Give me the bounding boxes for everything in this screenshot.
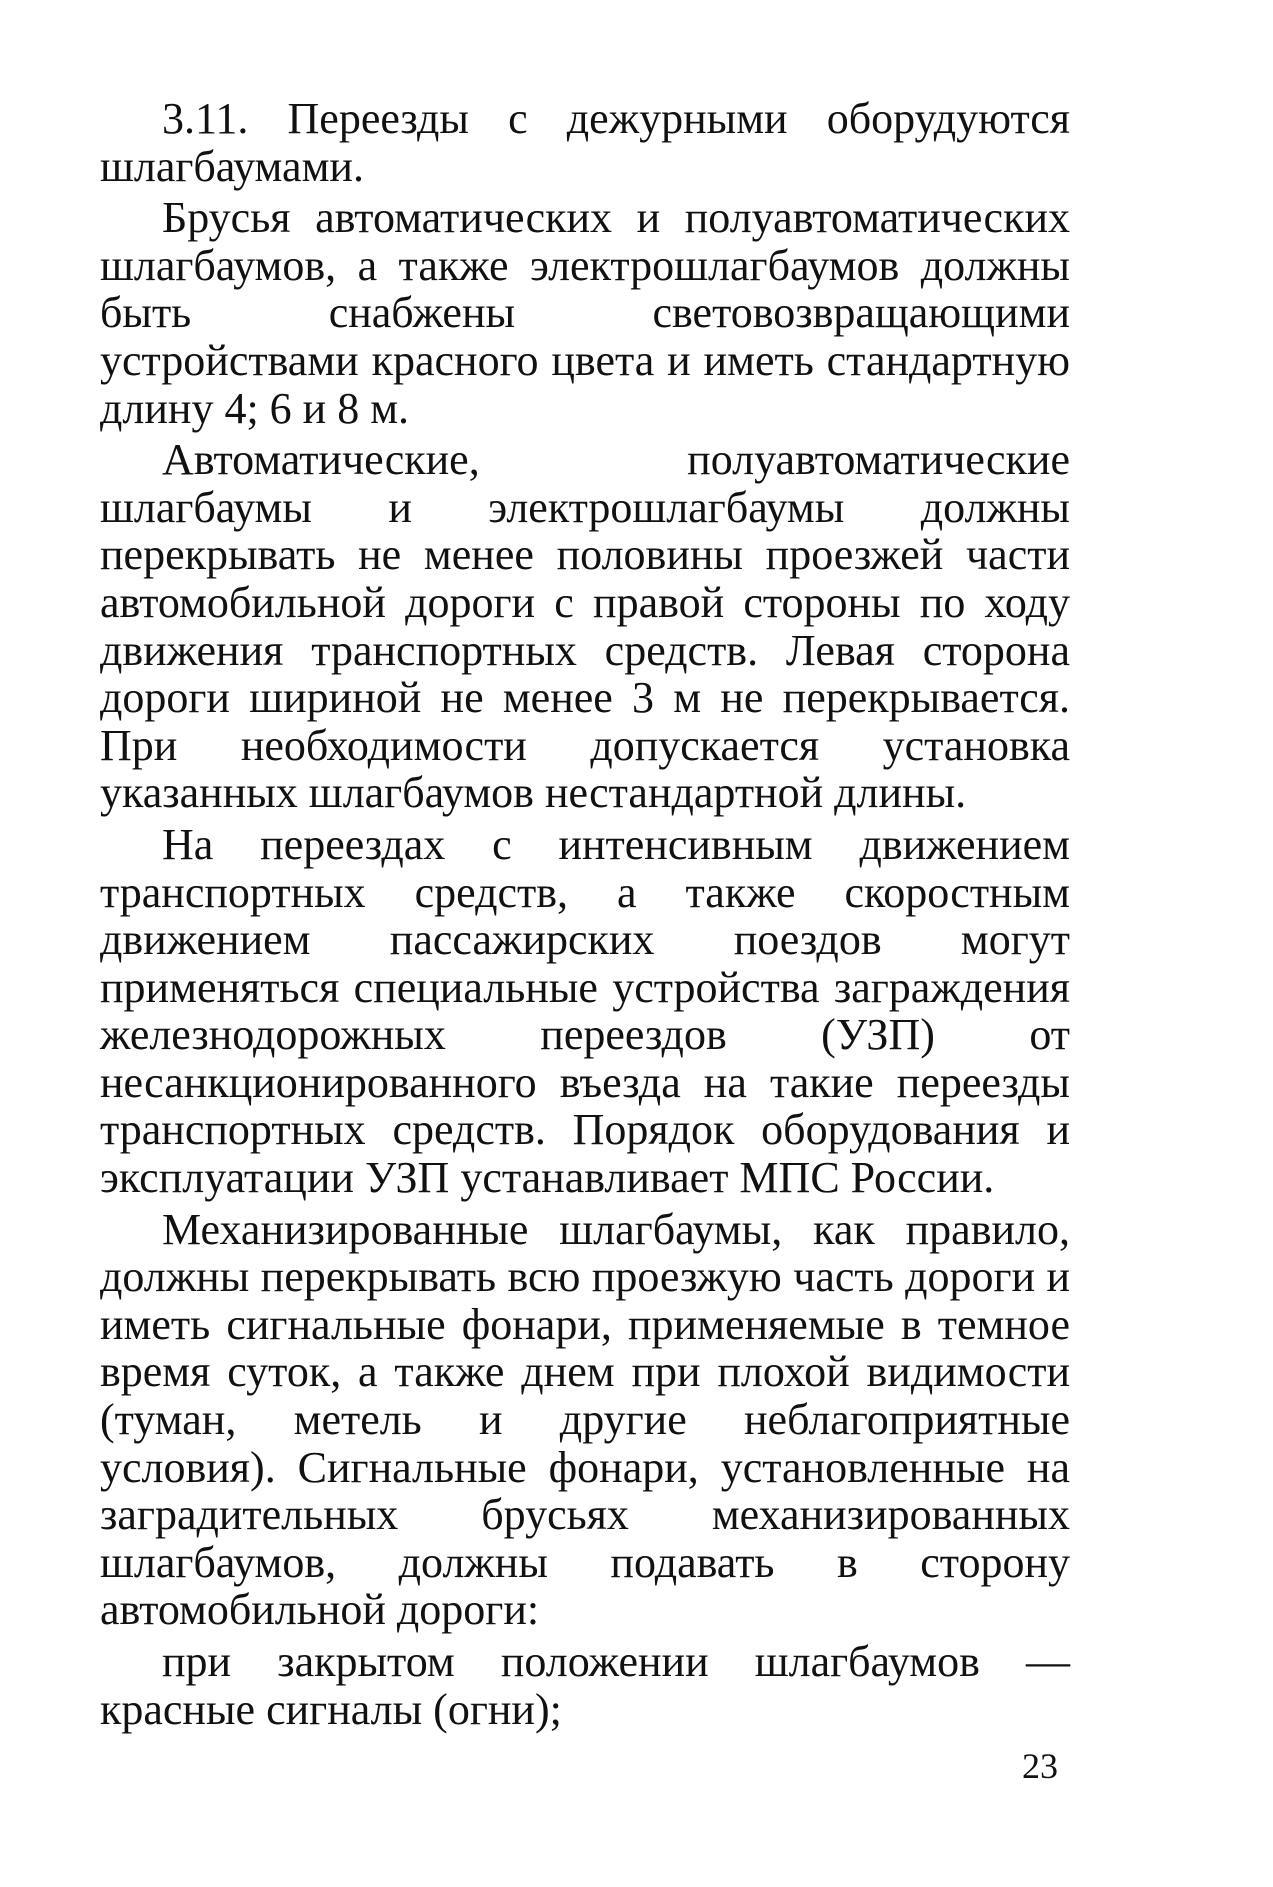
paragraph-beams-reflectors: Брусья автоматических и полуавтоматических шлагбаумов, а также электрошлагбаумов должны быть снабжены световозвращающими устройствами красного цвета и иметь стандартную длину 4; 6 и 8 м.: [100, 193, 1070, 433]
paragraph-3-11-heading: 3.11. Переезды с дежурными оборудуются шлагбаумами.: [100, 94, 1070, 191]
paragraph-mechanized-barriers: Механизированные шлагбаумы, как правило, должны перекрывать всю проезжую часть дороги и иметь сигнальные фонари, применяемые в темное время суток, а также днем при плохой видимости (туман, метель и другие неблагоприятные условия). Сигнальные фонари, установленные на заградительных брусьях механизированных шлагбаумов, должны подавать в сторону автомобильной дороги:: [100, 1204, 1070, 1635]
body-text: [100, 95, 1070, 1737]
paragraph-closed-position-signals: при закрытом положении шлагбаумов — красные сигналы (огни);: [100, 1637, 1070, 1734]
page-number: 23: [1022, 1746, 1058, 1786]
paragraph-uzp-devices: На переездах с интенсивным движением транспортных средств, а также скоростным движением пассажирских поездов могут применяться специальные устройства заграждения железнодорожных переездов (УЗП) от несанкционированного въезда на такие переезды транспортных средств. Порядок оборудования и эксплуатации УЗП устанавливает МПС России.: [100, 819, 1070, 1203]
paragraph-automatic-barriers: Автоматические, полуавтоматические шлагбаумы и электрошлагбаумы должны перекрывать не менее половины проезжей части автомобильной дороги с правой стороны по ходу движения транспортных средств. Левая сторона дороги шириной не менее 3 м не перекрывается. При необходимости допускается установка указанных шлагбаумов нестандартной длины.: [100, 435, 1070, 818]
